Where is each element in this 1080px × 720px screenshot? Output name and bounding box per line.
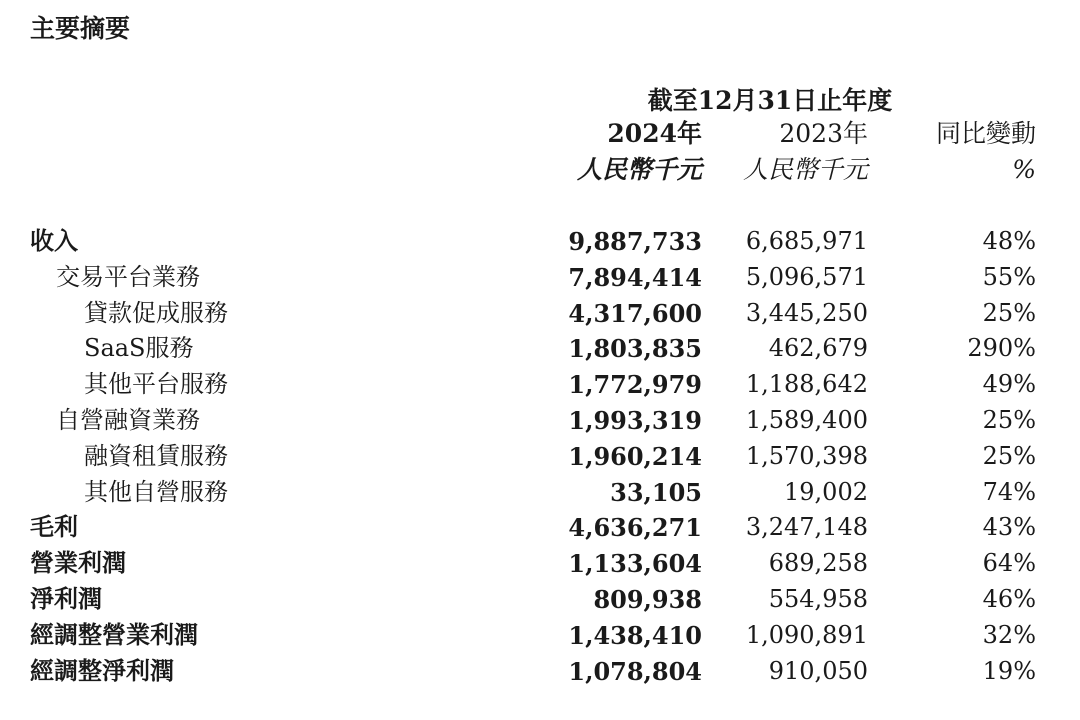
value-2023: 554,958 bbox=[768, 584, 868, 613]
page-title: 主要摘要 bbox=[30, 14, 131, 43]
row-label: SaaS服務 bbox=[84, 334, 194, 363]
table-row bbox=[0, 224, 1080, 260]
table-row bbox=[0, 510, 1080, 546]
column-header-2024 bbox=[520, 116, 702, 188]
column-unit-2024: 人民幣千元 bbox=[576, 155, 702, 184]
table-row bbox=[0, 654, 1080, 690]
value-2023: 689,258 bbox=[768, 549, 868, 578]
row-label: 貸款促成服務 bbox=[84, 298, 228, 327]
value-yoy-change: 55% bbox=[982, 262, 1036, 291]
row-label: 淨利潤 bbox=[30, 584, 102, 613]
column-header-2023 bbox=[690, 116, 868, 188]
value-2024: 1,438,410 bbox=[568, 620, 702, 650]
value-2023: 462,679 bbox=[768, 334, 868, 363]
column-year-2023: 2023年 bbox=[779, 119, 868, 148]
table-row bbox=[0, 618, 1080, 654]
value-yoy-change: 19% bbox=[982, 656, 1036, 685]
value-2024: 1,133,604 bbox=[568, 549, 702, 579]
row-label: 營業利潤 bbox=[30, 549, 126, 578]
value-yoy-change: 25% bbox=[982, 298, 1036, 327]
summary-table bbox=[0, 224, 1080, 689]
table-row bbox=[0, 296, 1080, 332]
row-label: 融資租賃服務 bbox=[84, 441, 228, 470]
value-2024: 1,078,804 bbox=[568, 656, 702, 686]
period-header: 截至12月31日止年度 bbox=[647, 86, 893, 115]
value-yoy-change: 74% bbox=[982, 477, 1036, 506]
value-2024: 7,894,414 bbox=[568, 262, 702, 292]
value-2024: 1,993,319 bbox=[568, 405, 702, 435]
row-label: 收入 bbox=[30, 227, 78, 255]
value-2023: 1,188,642 bbox=[745, 370, 868, 399]
value-2024: 9,887,733 bbox=[568, 227, 702, 256]
table-row bbox=[0, 546, 1080, 582]
column-year-2024: 2024年 bbox=[607, 119, 702, 148]
value-yoy-change: 32% bbox=[982, 620, 1036, 649]
value-2023: 1,589,400 bbox=[745, 405, 868, 434]
table-row bbox=[0, 582, 1080, 618]
table-row bbox=[0, 475, 1080, 511]
value-yoy-change: 25% bbox=[982, 405, 1036, 434]
column-yoy-label: 同比變動 bbox=[935, 119, 1036, 148]
value-yoy-change: 48% bbox=[982, 227, 1036, 255]
row-label: 自營融資業務 bbox=[56, 405, 200, 434]
value-2024: 809,938 bbox=[593, 584, 702, 614]
value-2023: 3,445,250 bbox=[745, 298, 868, 327]
column-unit-2023: 人民幣千元 bbox=[742, 155, 868, 184]
table-row bbox=[0, 403, 1080, 439]
value-2023: 5,096,571 bbox=[745, 262, 868, 291]
value-yoy-change: 290% bbox=[967, 334, 1036, 363]
value-yoy-change: 64% bbox=[982, 549, 1036, 578]
table-row bbox=[0, 439, 1080, 475]
value-yoy-change: 43% bbox=[982, 513, 1036, 542]
value-2023: 1,090,891 bbox=[745, 620, 868, 649]
row-label: 毛利 bbox=[30, 513, 78, 542]
column-header-yoy bbox=[860, 116, 1036, 188]
value-2024: 33,105 bbox=[610, 477, 702, 507]
row-label: 經調整淨利潤 bbox=[30, 656, 174, 685]
value-2023: 3,247,148 bbox=[745, 513, 868, 542]
table-row bbox=[0, 331, 1080, 367]
value-2024: 1,960,214 bbox=[568, 441, 702, 471]
value-2023: 6,685,971 bbox=[745, 227, 868, 255]
table-row bbox=[0, 260, 1080, 296]
value-2023: 19,002 bbox=[784, 477, 868, 506]
value-2024: 1,803,835 bbox=[568, 334, 702, 364]
value-2024: 4,636,271 bbox=[568, 513, 702, 543]
value-2023: 910,050 bbox=[768, 656, 868, 685]
row-label: 經調整營業利潤 bbox=[30, 620, 198, 649]
value-yoy-change: 49% bbox=[982, 370, 1036, 399]
value-2023: 1,570,398 bbox=[745, 441, 868, 470]
table-row bbox=[0, 367, 1080, 403]
row-label: 其他平台服務 bbox=[84, 370, 228, 399]
value-yoy-change: 46% bbox=[982, 584, 1036, 613]
row-label: 交易平台業務 bbox=[56, 262, 200, 291]
value-yoy-change: 25% bbox=[982, 441, 1036, 470]
value-2024: 1,772,979 bbox=[568, 370, 702, 400]
value-2024: 4,317,600 bbox=[568, 298, 702, 328]
row-label: 其他自營服務 bbox=[84, 477, 228, 506]
column-yoy-unit: % bbox=[1012, 155, 1036, 184]
